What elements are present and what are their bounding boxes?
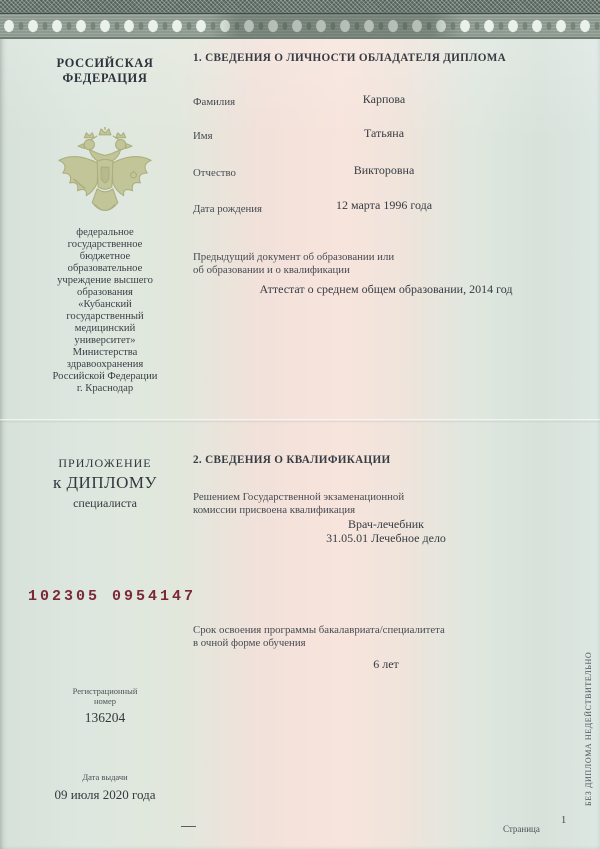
- paper-fold-crease: [0, 419, 600, 423]
- page-number: 1: [561, 815, 567, 826]
- institution-line: университет»: [74, 335, 136, 346]
- institution-line: здравоохранения: [66, 359, 144, 370]
- institution-line: образования: [77, 287, 133, 298]
- issue-date-block: [30, 772, 180, 803]
- field-label-surname: Фамилия: [193, 96, 236, 108]
- page-label: Страница: [503, 824, 540, 834]
- previous-document-label: Предыдущий документ об образовании или об образовании и о квалификации: [193, 251, 395, 276]
- institution-line: государственное: [67, 239, 143, 250]
- issue-date-label: Дата выдачи: [82, 772, 128, 782]
- previous-document-value: Аттестат о среднем общем образовании, 2014 год: [259, 282, 513, 296]
- registration-number-value: 136204: [84, 710, 126, 725]
- field-value-surname: Карпова: [362, 92, 406, 106]
- supplement-title-line: специалиста: [73, 496, 137, 510]
- supplement-title-line: к ДИПЛОМУ: [52, 473, 158, 492]
- coat-of-arms-icon: [46, 124, 164, 234]
- field-label-birthdate: Дата рождения: [193, 203, 263, 215]
- field-value-firstname: Татьяна: [363, 126, 405, 140]
- institution-line: г. Краснодар: [76, 383, 134, 394]
- country-line: РОССИЙСКАЯ: [56, 56, 154, 70]
- country-name: [30, 56, 180, 86]
- institution-line: Российской Федерации: [52, 371, 158, 382]
- section1-title: 1. СВЕДЕНИЯ О ЛИЧНОСТИ ОБЛАДАТЕЛЯ ДИПЛОМА: [193, 52, 507, 64]
- supplement-title-line: ПРИЛОЖЕНИЕ: [58, 456, 152, 470]
- section2-title: 2. СВЕДЕНИЯ О КВАЛИФИКАЦИИ: [193, 454, 391, 466]
- institution-line: образовательное: [67, 263, 143, 274]
- guilloche-border-strip: [0, 0, 600, 14]
- guilloche-border: [0, 0, 600, 39]
- qualification-value: Врач-лечебник 31.05.01 Лечебное дело: [326, 517, 446, 545]
- institution-line: «Кубанский: [78, 299, 132, 310]
- registration-number-block: [30, 686, 180, 726]
- blank-serial-number: 102305 0954147: [28, 588, 197, 605]
- registration-number-label: Регистрационный: [72, 686, 138, 696]
- registration-number-label: номер: [93, 696, 117, 706]
- program-duration-value: 6 лет: [373, 657, 399, 671]
- institution-line: федеральное: [76, 227, 134, 238]
- issue-date-value: 09 июля 2020 года: [54, 787, 156, 802]
- footer-dash: [181, 826, 196, 827]
- institution-line: государственный: [66, 311, 144, 322]
- institution-name: [18, 227, 192, 395]
- institution-line: бюджетное: [79, 251, 131, 262]
- institution-line: учреждение высшего: [57, 275, 153, 286]
- program-duration-label: Срок освоения программы бакалавриата/специалитета в очной форме обучения: [193, 624, 445, 649]
- country-line: ФЕДЕРАЦИЯ: [62, 71, 148, 85]
- institution-line: Министерства: [72, 347, 138, 358]
- field-value-patronymic: Викторовна: [353, 163, 415, 177]
- field-value-birthdate: 12 марта 1996 года: [335, 198, 433, 212]
- qualification-decision-label: Решением Государственной экзаменационной комиссии присвоена квалификация: [193, 491, 405, 516]
- institution-line: медицинский: [74, 323, 136, 334]
- guilloche-border-pattern: [0, 14, 600, 39]
- field-label-patronymic: Отчество: [193, 167, 236, 179]
- field-label-firstname: Имя: [193, 130, 213, 142]
- edge-validity-note: БЕЗ ДИПЛОМА НЕДЕЙСТВИТЕЛЬНО: [584, 651, 593, 806]
- supplement-title: [25, 456, 185, 511]
